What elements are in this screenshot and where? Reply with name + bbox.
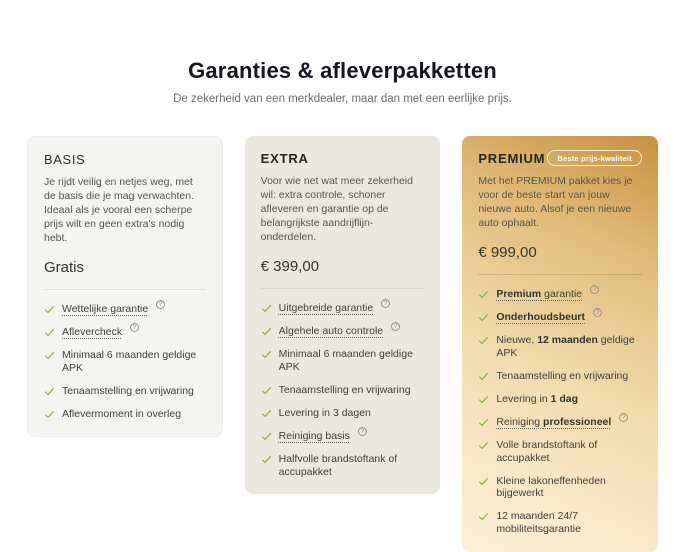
best-value-badge: Beste prijs-kwaliteit bbox=[547, 150, 642, 166]
card-description: Met het PREMIUM pakket kies je voor de beste start van jouw nieuwe auto. Alsof je een nieuwe auto ophaalt. bbox=[478, 175, 633, 229]
info-icon[interactable]: ? bbox=[619, 413, 628, 422]
feature-label: Aflevermoment in overleg bbox=[62, 407, 182, 420]
check-icon bbox=[478, 475, 489, 487]
feature-item bbox=[44, 385, 206, 398]
check-icon bbox=[478, 370, 489, 382]
feature-list bbox=[44, 300, 206, 421]
feature-item bbox=[478, 285, 642, 301]
check-icon bbox=[478, 416, 489, 428]
check-icon bbox=[44, 349, 55, 361]
feature-list bbox=[261, 299, 425, 478]
feature-item bbox=[478, 393, 642, 406]
feature-item bbox=[44, 323, 206, 339]
feature-label: Levering in 3 dagen bbox=[278, 406, 371, 419]
check-icon bbox=[478, 288, 489, 300]
feature-link[interactable]: Uitgebreide garantie bbox=[278, 301, 374, 314]
card-header bbox=[44, 151, 206, 167]
feature-item bbox=[478, 334, 642, 359]
info-icon[interactable]: ? bbox=[593, 308, 602, 317]
feature-link[interactable]: Reiniging professioneel bbox=[496, 415, 612, 428]
feature-item bbox=[261, 299, 425, 315]
feature-item bbox=[478, 510, 642, 535]
feature-item bbox=[261, 427, 425, 443]
feature-item bbox=[261, 384, 425, 397]
check-icon bbox=[44, 408, 55, 420]
card-extra bbox=[245, 136, 441, 494]
info-icon[interactable]: ? bbox=[156, 300, 165, 309]
check-icon bbox=[44, 326, 55, 338]
feature-label: Tenaamstelling en vrijwaring bbox=[62, 384, 194, 397]
card-basis bbox=[27, 136, 223, 437]
check-icon bbox=[261, 407, 272, 419]
feature-link[interactable]: Aflevercheck bbox=[62, 325, 123, 338]
feature-item bbox=[261, 407, 425, 420]
feature-label: Volle brandstoftank of accupakket bbox=[496, 438, 598, 464]
check-icon bbox=[478, 334, 489, 346]
feature-label: Tenaamstelling en vrijwaring bbox=[496, 369, 629, 382]
page-title: Garanties & afleverpakketten bbox=[188, 58, 497, 83]
feature-item bbox=[478, 439, 642, 464]
feature-link[interactable]: Wettelijke garantie bbox=[62, 302, 149, 315]
feature-link[interactable]: Reiniging basis bbox=[278, 429, 350, 442]
feature-link[interactable]: Algehele auto controle bbox=[278, 324, 384, 337]
check-icon bbox=[478, 393, 489, 405]
check-icon bbox=[261, 302, 272, 314]
feature-item bbox=[261, 322, 425, 338]
page-header bbox=[0, 0, 685, 105]
price-divider bbox=[44, 289, 206, 290]
price-divider bbox=[478, 274, 642, 275]
feature-label: Minimaal 6 maanden geldige APK bbox=[62, 348, 197, 374]
info-icon[interactable]: ? bbox=[391, 322, 400, 331]
check-icon bbox=[261, 430, 272, 442]
check-icon bbox=[261, 325, 272, 337]
feature-item bbox=[478, 370, 642, 383]
card-description: Voor wie net wat meer zekerheid wil: extra controle, schoner afleveren en garantie op de belangrijkste aandrijflijn-onderdelen. bbox=[260, 175, 413, 243]
info-icon[interactable]: ? bbox=[590, 285, 599, 294]
card-price: Gratis bbox=[44, 258, 85, 276]
cards-grid bbox=[27, 136, 658, 552]
feature-item bbox=[44, 349, 206, 374]
price-divider bbox=[261, 288, 425, 289]
check-icon bbox=[478, 439, 489, 451]
check-icon bbox=[478, 311, 489, 323]
check-icon bbox=[261, 384, 272, 396]
card-title: BASIS bbox=[44, 151, 86, 167]
feature-label: Halfvolle brandstoftank of accupakket bbox=[278, 452, 398, 478]
check-icon bbox=[261, 348, 272, 360]
check-icon bbox=[44, 303, 55, 315]
card-price: € 999,00 bbox=[478, 243, 537, 261]
feature-label: 12 maanden 24/7 mobiliteitsgarantie bbox=[496, 510, 581, 535]
feature-item bbox=[44, 408, 206, 421]
feature-list bbox=[478, 285, 642, 536]
feature-item bbox=[44, 300, 206, 316]
card-price: € 399,00 bbox=[260, 257, 320, 275]
feature-item bbox=[478, 308, 642, 324]
card-title: EXTRA bbox=[260, 150, 309, 166]
feature-item bbox=[478, 475, 642, 500]
feature-item bbox=[261, 453, 425, 478]
page-subtitle: De zekerheid van een merkdealer, maar dan met een eerlijke prijs. bbox=[173, 93, 512, 105]
card-premium bbox=[462, 136, 658, 552]
info-icon[interactable]: ? bbox=[381, 299, 390, 308]
feature-label: Kleine lakoneffenheden bijgewerkt bbox=[496, 474, 606, 500]
info-icon[interactable]: ? bbox=[130, 323, 139, 332]
feature-link[interactable]: Onderhoudsbeurt bbox=[496, 310, 585, 323]
check-icon bbox=[261, 453, 272, 465]
card-description: Je rijdt veilig en netjes weg, met de basis die je mag verwachten. Ideaal als je vooral een scherpe prijs wilt en geen extra's nodig hebt. bbox=[44, 176, 194, 244]
feature-label: Levering in 1 dag bbox=[496, 392, 579, 405]
check-icon bbox=[44, 385, 55, 397]
check-icon bbox=[478, 510, 489, 522]
feature-label: Minimaal 6 maanden geldige APK bbox=[278, 347, 413, 373]
feature-item bbox=[261, 348, 425, 373]
card-header bbox=[478, 150, 642, 166]
feature-label: Tenaamstelling en vrijwaring bbox=[278, 383, 411, 396]
info-icon[interactable]: ? bbox=[358, 427, 367, 436]
card-title: PREMIUM bbox=[478, 150, 546, 166]
feature-item bbox=[478, 413, 642, 429]
card-header bbox=[261, 150, 425, 166]
feature-label: Nieuwe, 12 maanden geldige APK bbox=[496, 334, 635, 359]
feature-link[interactable]: Premium garantie bbox=[496, 287, 583, 300]
